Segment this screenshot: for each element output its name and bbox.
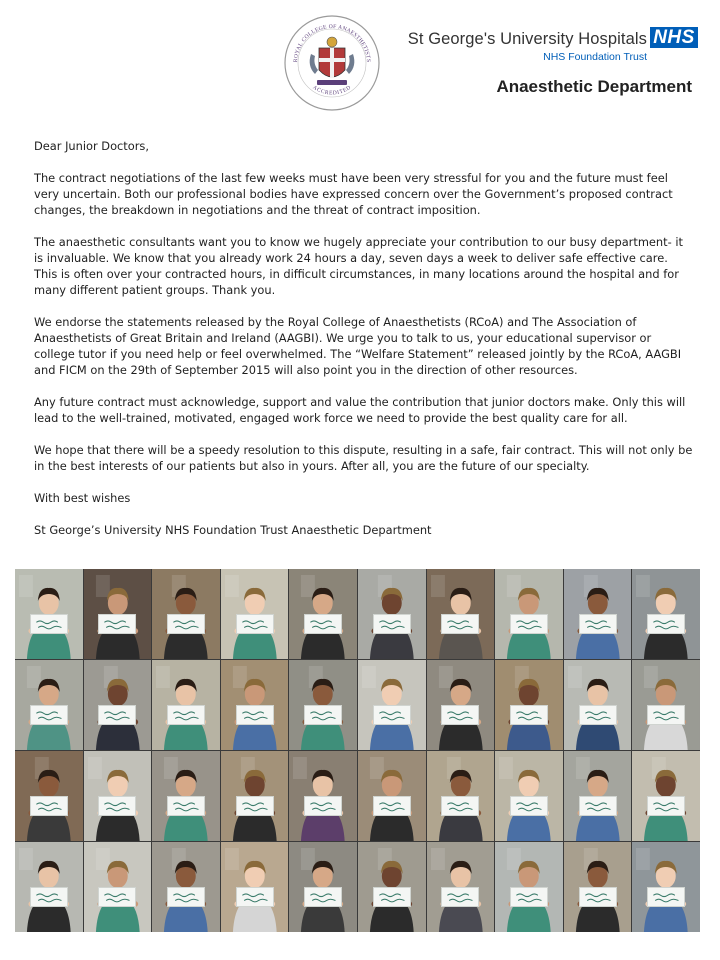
scribble-icon <box>168 890 204 906</box>
handwritten-sign <box>304 796 342 816</box>
scribble-icon <box>305 890 341 906</box>
handwritten-sign <box>647 796 685 816</box>
staff-photo <box>152 842 220 932</box>
seal-ring-bottom-text: ACCREDITED <box>311 84 353 97</box>
handwritten-sign <box>304 614 342 634</box>
staff-photo <box>221 842 289 932</box>
scribble-icon <box>99 617 135 633</box>
letterhead <box>0 0 720 125</box>
handwritten-sign <box>167 705 205 725</box>
letter-paragraph: Any future contract must acknowledge, support and value the contribution that junior doctors make. Only this will lead to the well-trained, motivated, engaged work force we need to provide the best quality care for all. <box>34 395 686 425</box>
staff-photo <box>358 751 426 841</box>
handwritten-sign <box>579 796 617 816</box>
crest-icon <box>283 14 381 112</box>
scribble-icon <box>374 890 410 906</box>
staff-photo <box>221 569 289 659</box>
scribble-icon <box>31 708 67 724</box>
letter-paragraph: We endorse the statements released by the Royal College of Anaesthetists (RCoA) and The Association of Anaesthetists of Great Britain and Ireland (AAGBI). We urge you to talk to us, your educational supervisor or college tutor if you need help or feel overwhelmed. The “Welfare Statement” released jointly by the RCoA, AAGBI and FICM on the 29th of September 2015 will also point you in the direction of other resources. <box>34 315 682 377</box>
letter-paragraph: The anaesthetic consultants want you to know we hugely appreciate your contribution to our busy department- it is invaluable. We know that you already work 24 hours a day, seven days a week to deliver safe effective care. This is often over your contracted hours, in difficult circumstances, in many locations around the hospital and for many different patient groups. Thank you. <box>34 235 683 297</box>
handwritten-sign <box>579 705 617 725</box>
scribble-icon <box>511 617 547 633</box>
staff-photo <box>358 842 426 932</box>
letter-body <box>34 138 694 554</box>
scribble-icon <box>374 708 410 724</box>
letter-paragraph: The contract negotiations of the last few weeks must have been very stressful for you and the future must feel very uncertain. Both our professional bodies have expressed concern over the Government’s proposed contract changes, the breakdown in negotiations and the threat of contract imposition. <box>34 171 673 217</box>
staff-photo <box>632 751 700 841</box>
letter-paragraph: We hope that there will be a speedy resolution to this dispute, resulting in a safe, fair contract. This will not only be in the best interests of our patients but also in yours. After all, you are the future of our specialty. <box>34 443 693 473</box>
staff-photo <box>564 842 632 932</box>
staff-photo <box>495 751 563 841</box>
seal-ring-top-text: ROYAL COLLEGE OF ANAESTHETISTS <box>292 23 372 63</box>
handwritten-sign <box>373 887 411 907</box>
scribble-icon <box>648 799 684 815</box>
handwritten-sign <box>441 705 479 725</box>
handwritten-sign <box>441 887 479 907</box>
handwritten-sign <box>510 796 548 816</box>
scribble-icon <box>31 799 67 815</box>
handwritten-sign <box>98 614 136 634</box>
scribble-icon <box>442 890 478 906</box>
scribble-icon <box>305 617 341 633</box>
scribble-icon <box>237 799 273 815</box>
scribble-icon <box>511 708 547 724</box>
staff-photo <box>84 751 152 841</box>
staff-photo <box>289 842 357 932</box>
scribble-icon <box>580 890 616 906</box>
scribble-icon <box>237 617 273 633</box>
scribble-icon <box>442 799 478 815</box>
scribble-icon <box>580 617 616 633</box>
scribble-icon <box>511 799 547 815</box>
staff-photo <box>152 660 220 750</box>
handwritten-sign <box>236 887 274 907</box>
handwritten-sign <box>167 887 205 907</box>
staff-photo <box>564 751 632 841</box>
letter-closing: With best wishes <box>34 491 131 505</box>
handwritten-sign <box>167 614 205 634</box>
handwritten-sign <box>510 705 548 725</box>
staff-photo <box>495 569 563 659</box>
scribble-icon <box>580 799 616 815</box>
letter-signature: St George’s University NHS Foundation Trust Anaesthetic Department <box>34 523 432 537</box>
staff-photo <box>84 660 152 750</box>
scribble-icon <box>580 708 616 724</box>
staff-photo <box>427 751 495 841</box>
handwritten-sign <box>236 705 274 725</box>
handwritten-sign <box>98 887 136 907</box>
staff-photo <box>495 842 563 932</box>
scribble-icon <box>305 799 341 815</box>
trust-name: St George's University Hospitals <box>407 30 647 48</box>
nhs-logo: NHS <box>650 27 698 48</box>
staff-photo <box>289 660 357 750</box>
handwritten-sign <box>647 705 685 725</box>
staff-photo <box>84 842 152 932</box>
staff-photo <box>427 842 495 932</box>
scribble-icon <box>237 708 273 724</box>
scribble-icon <box>168 617 204 633</box>
handwritten-sign <box>30 796 68 816</box>
staff-photo <box>221 751 289 841</box>
staff-photo-collage <box>15 569 700 932</box>
handwritten-sign <box>373 705 411 725</box>
handwritten-sign <box>373 614 411 634</box>
handwritten-sign <box>98 796 136 816</box>
staff-photo <box>84 569 152 659</box>
staff-photo <box>289 569 357 659</box>
scribble-icon <box>374 799 410 815</box>
handwritten-sign <box>30 614 68 634</box>
handwritten-sign <box>647 887 685 907</box>
staff-photo <box>221 660 289 750</box>
handwritten-sign <box>304 887 342 907</box>
handwritten-sign <box>167 796 205 816</box>
scribble-icon <box>442 617 478 633</box>
rcoa-accredited-seal <box>283 14 381 112</box>
letter-greeting: Dear Junior Doctors, <box>34 139 149 153</box>
scribble-icon <box>31 617 67 633</box>
handwritten-sign <box>510 887 548 907</box>
staff-photo <box>495 660 563 750</box>
staff-photo <box>15 660 83 750</box>
staff-photo <box>358 660 426 750</box>
staff-photo <box>427 660 495 750</box>
scribble-icon <box>99 799 135 815</box>
handwritten-sign <box>98 705 136 725</box>
handwritten-sign <box>30 705 68 725</box>
scribble-icon <box>648 890 684 906</box>
department-title: Anaesthetic Department <box>496 77 692 96</box>
scribble-icon <box>99 890 135 906</box>
staff-photo <box>15 569 83 659</box>
scribble-icon <box>648 708 684 724</box>
handwritten-sign <box>373 796 411 816</box>
handwritten-sign <box>236 796 274 816</box>
scribble-icon <box>31 890 67 906</box>
staff-photo <box>632 660 700 750</box>
handwritten-sign <box>647 614 685 634</box>
scribble-icon <box>305 708 341 724</box>
staff-photo <box>632 569 700 659</box>
scribble-icon <box>648 617 684 633</box>
staff-photo <box>427 569 495 659</box>
handwritten-sign <box>236 614 274 634</box>
handwritten-sign <box>579 614 617 634</box>
scribble-icon <box>99 708 135 724</box>
staff-photo <box>289 751 357 841</box>
foundation-trust-label: NHS Foundation Trust <box>543 51 647 63</box>
handwritten-sign <box>579 887 617 907</box>
scribble-icon <box>237 890 273 906</box>
scribble-icon <box>168 799 204 815</box>
staff-photo <box>15 842 83 932</box>
scribble-icon <box>374 617 410 633</box>
scribble-icon <box>442 708 478 724</box>
staff-photo <box>564 660 632 750</box>
staff-photo <box>15 751 83 841</box>
scribble-icon <box>168 708 204 724</box>
staff-photo <box>152 569 220 659</box>
handwritten-sign <box>30 887 68 907</box>
staff-photo <box>152 751 220 841</box>
handwritten-sign <box>441 796 479 816</box>
staff-photo <box>564 569 632 659</box>
staff-photo <box>632 842 700 932</box>
handwritten-sign <box>304 705 342 725</box>
handwritten-sign <box>441 614 479 634</box>
scribble-icon <box>511 890 547 906</box>
handwritten-sign <box>510 614 548 634</box>
staff-photo <box>358 569 426 659</box>
